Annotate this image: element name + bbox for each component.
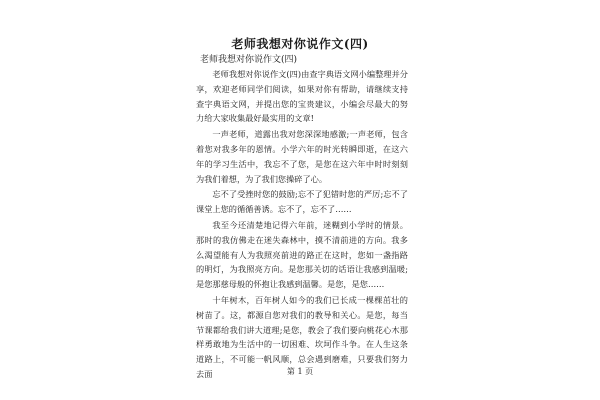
page-number: 第 1 页 <box>286 367 314 376</box>
document-body <box>196 67 408 383</box>
paragraph-memory: 我至今还清楚地记得六年前，迷糊到小学时的情景。那时的我仿佛走在迷失森林中，摸不清前进的方向。我多么渴望能有人为我照亮前进的路正在这时，您如一盏指路的明灯，为我照亮方向。是您那关切的话语让我感到温暖;是您那慈母般的怀抱让我感到温馨。是您，是您…… <box>196 219 408 290</box>
paragraph-growth: 十年树木，百年树人如今的我们已长成一棵棵茁壮的树苗了。这，都源自您对我们的教导和关心。是您，每当节课都给我们讲大道理;是您，教会了我们要向桃花心木那样勇敢地为生活中的一切困难、坎坷作斗争。在人生这条道路上，不可能一帆风顺，总会遇到磨难，只要我们努力去面 <box>196 294 408 379</box>
paragraph-intro: 老师我想对你说作文(四)由查字典语文网小编整理并分享，欢迎老师同学们阅读，如果对你有帮助，请继续支持查字典语文网，并提出您的宝贵建议，小编会尽最大的努力给大家收集最好最实用的文章! <box>196 69 408 124</box>
paragraph-teacher: 一声老师，道露出我对您深深地感激;一声老师，包含着您对我多年的恩情。小学六年的时光转瞬即逝，在这六年的学习生活中，我忘不了您，是您在这六年中时时刻刻为我们着想，为了我们您操碎了心。 <box>196 129 408 184</box>
document-subtitle: 老师我想对你说作文(四) <box>200 55 298 65</box>
document-title: 老师我想对你说作文(四) <box>231 37 369 51</box>
paragraph-cannot-forget: 忘不了受挫时您的鼓励;忘不了犯错时您的严厉;忘不了课堂上您的循循善诱。忘不了，忘不了…… <box>196 189 408 215</box>
